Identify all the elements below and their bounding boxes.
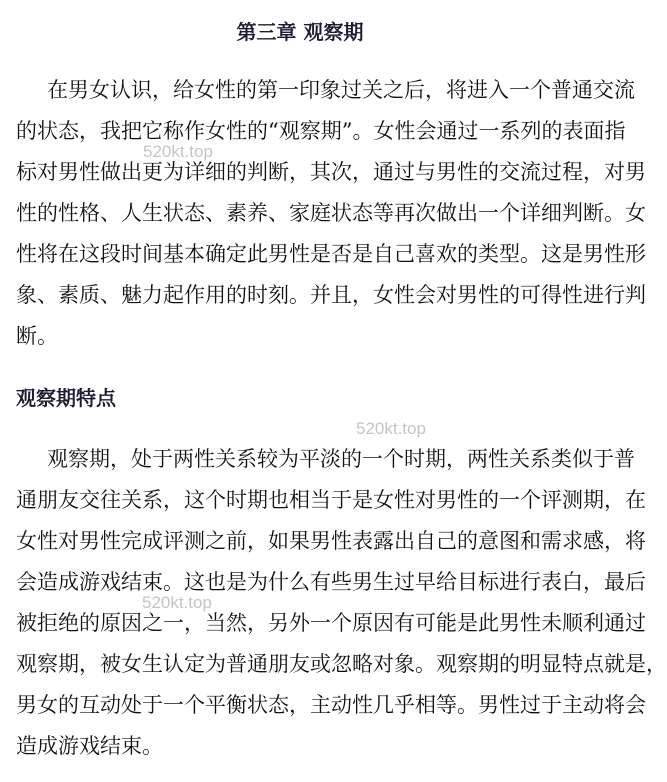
text-line: 男女的互动处于一个平衡状态，主动性几乎相等。男性过于主动将会 — [16, 693, 646, 717]
text-line: 在男女认识，给女性的第一印象过关之后，将进入一个普通交流 — [47, 78, 635, 102]
text-line: 观察期，被女生认定为普通朋友或忽略对象。观察期的明显特点就是， — [16, 652, 667, 676]
paragraph-intro — [16, 77, 646, 364]
text-line: 标对男性做出更为详细的判断，其次，通过与男性的交流过程，对男 — [16, 160, 646, 184]
chapter-title: 第三章 观察期 — [236, 20, 364, 44]
section-heading: 观察期特点 — [16, 386, 116, 410]
text-line: 通朋友交往关系，这个时期也相当于是女性对男性的一个评测期，在 — [16, 488, 646, 512]
text-line: 会造成游戏结束。这也是为什么有些男生过早给目标进行表白，最后 — [16, 570, 646, 594]
watermark: 520kt.top — [143, 142, 213, 161]
text-line: 断。 — [16, 324, 58, 348]
watermark: 520kt.top — [142, 593, 212, 612]
paragraph-characteristics — [16, 446, 667, 774]
text-line: 的状态，我把它称作女性的“观察期”。女性会通过一系列的表面指 — [16, 119, 626, 143]
text-line: 观察期，处于两性关系较为平淡的一个时期，两性关系类似于普 — [47, 447, 635, 471]
text-line: 造成游戏结束。 — [16, 734, 163, 758]
text-line: 女性对男性完成评测之前，如果男性表露出自己的意图和需求感，将 — [16, 529, 646, 553]
text-line: 被拒绝的原因之一，当然，另外一个原因有可能是此男性未顺利通过 — [16, 611, 646, 635]
text-line: 象、素质、魅力起作用的时刻。并且，女性会对男性的可得性进行判 — [16, 283, 646, 307]
text-line: 性的性格、人生状态、素养、家庭状态等再次做出一个详细判断。女 — [16, 201, 646, 225]
watermark: 520kt.top — [356, 419, 426, 438]
text-line: 性将在这段时间基本确定此男性是否是自己喜欢的类型。这是男性形 — [16, 242, 646, 266]
